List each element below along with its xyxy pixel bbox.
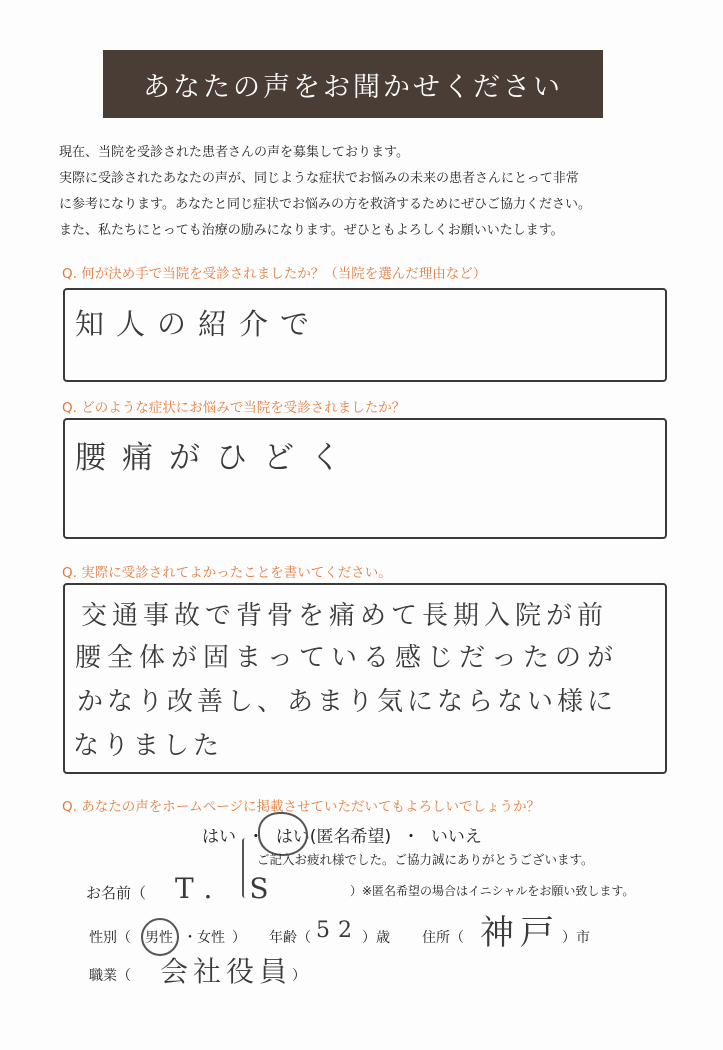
thanks-message: ご記入お疲れ様でした。ご協力誠にありがとうございます。 — [257, 852, 594, 867]
address-unit: ）市 — [562, 930, 590, 946]
consent-separator: ・ — [402, 827, 420, 847]
answer-box-2[interactable] — [63, 418, 667, 539]
consent-yes-option[interactable]: はい — [202, 827, 236, 847]
job-label: 職業（ — [89, 968, 131, 984]
gender-label: 性別（ — [89, 930, 131, 946]
answer-3-line: 腰全体が固まっている感じだったのが — [75, 643, 620, 673]
intro-text — [59, 140, 679, 244]
name-label: お名前（ — [86, 884, 147, 902]
question-2-label: Q. どのような症状にお悩みで当院を受診されましたか？ — [62, 400, 406, 416]
address-label: 住所（ — [422, 930, 464, 946]
page-title: あなたの声をお聞かせください — [103, 50, 603, 118]
consent-no-option[interactable]: いいえ — [430, 827, 482, 847]
gender-female-option[interactable]: 女性 — [197, 930, 225, 946]
answer-2-handwriting: 腰痛がひどく — [75, 440, 357, 476]
job-field-value[interactable]: 会社役員 — [160, 955, 293, 988]
answer-3-line: かなり改善し、あまり気にならない様に — [77, 687, 618, 717]
age-label: 年齢（ — [269, 930, 311, 946]
age-field-value[interactable]: 52 — [316, 918, 360, 943]
question-1-label: Q. 何が決め手で当院を受診されましたか？（当院を選んだ理由など） — [62, 266, 487, 282]
answer-box-3[interactable] — [63, 583, 667, 774]
name-field-value[interactable]: T. S — [175, 872, 283, 905]
gender-separator: ・ — [183, 930, 197, 946]
name-note: ）※匿名希望の場合はイニシャルをお願い致します。 — [350, 884, 635, 898]
answer-3-line: なりました — [73, 731, 224, 761]
consent-anonymous-option[interactable]: はい(匿名希望) — [275, 827, 392, 847]
consent-separator: ・ — [247, 827, 265, 847]
answer-3-line: 交通事故で背骨を痛めて長期入院が前 — [81, 601, 609, 631]
job-close: ） — [292, 968, 306, 984]
intro-line: また、私たちにとっても治療の励みになります。ぜひともよろしくお願いいたします。 — [59, 223, 564, 238]
answer-box-1[interactable] — [63, 288, 667, 382]
intro-line: 現在、当院を受診された患者さんの声を募集しております。 — [59, 145, 409, 160]
address-field-value[interactable]: 神戸 — [480, 913, 560, 953]
question-3-label: Q. 実際に受診されてよかったことを書いてください。 — [62, 565, 392, 581]
question-4-label: Q. あなたの声をホームページに掲載させていただいてもよろしいでしょうか？ — [62, 799, 540, 815]
gender-male-option[interactable]: 男性 — [145, 930, 173, 946]
answer-1-handwriting: 知人の紹介で — [75, 307, 322, 341]
age-unit: ）歳 — [362, 930, 390, 946]
intro-line: 実際に受診されたあなたの声が、同じような症状でお悩みの未来の患者さんにとって非常 — [59, 171, 579, 186]
gender-close: ） — [232, 930, 246, 946]
intro-line: に参考になります。あなたと同じ症状でお悩みの方を救済するためにぜひご協力ください。 — [59, 197, 591, 212]
